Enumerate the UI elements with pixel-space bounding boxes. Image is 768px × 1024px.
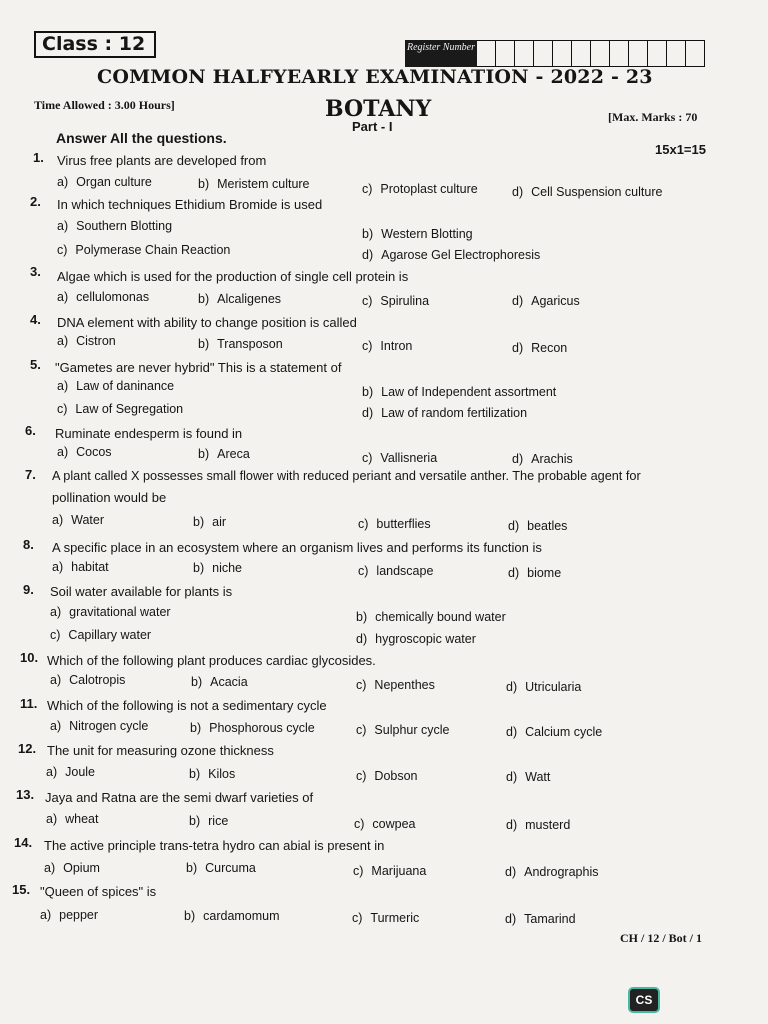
option-c: c) cowpea (354, 817, 416, 831)
option-a: a) Opium (44, 861, 100, 875)
question-number: 5. (30, 357, 41, 372)
question-text: Jaya and Ratna are the semi dwarf varieties of (45, 790, 314, 805)
option-a: a) pepper (40, 908, 99, 922)
option-a: a) Joule (46, 765, 96, 779)
option-b: b) cardamomum (184, 909, 280, 923)
option-b: b) Areca (198, 447, 250, 461)
option-c: c) landscape (358, 564, 434, 578)
question-number: 9. (23, 582, 34, 597)
question-number: 11. (20, 696, 38, 711)
option-d: d) Calcium cycle (506, 725, 603, 739)
option-b: b) Western Blotting (362, 227, 473, 241)
register-digit-cell[interactable] (572, 40, 591, 67)
option-b: b) Law of Independent assortment (362, 385, 557, 399)
option-d: d) Agarose Gel Electrophoresis (362, 248, 541, 262)
option-d: d) Cell Suspension culture (512, 185, 663, 199)
option-a: a) Cistron (57, 334, 116, 348)
marks-split: 15x1=15 (655, 142, 706, 157)
option-b: b) Transposon (198, 337, 283, 351)
question-text: Ruminate endesperm is found in (55, 426, 243, 441)
option-c: c) Capillary water (50, 628, 152, 642)
option-c: c) Intron (362, 339, 413, 353)
register-digit-cell[interactable] (591, 40, 610, 67)
option-b: b) Acacia (191, 675, 248, 689)
question-text: The active principle trans-tetra hydro can abial is present in (44, 838, 385, 853)
option-d: d) Andrographis (505, 865, 599, 879)
option-d: d) Law of random fertilization (362, 406, 528, 420)
camscanner-badge-icon: CS (628, 987, 660, 1013)
class-label: Class : 12 (34, 31, 156, 58)
exam-title: COMMON HALFYEARLY EXAMINATION - 2022 - 23 (97, 66, 653, 88)
option-a: a) Calotropis (50, 673, 126, 687)
option-a: a) cellulomonas (57, 290, 150, 304)
option-c: c) Marijuana (353, 864, 427, 878)
option-a: a) Law of daninance (57, 379, 175, 393)
option-a: a) Water (52, 513, 104, 527)
option-c: c) butterflies (358, 517, 431, 531)
question-number: 4. (30, 312, 41, 327)
question-number: 3. (30, 264, 41, 279)
option-c: c) Law of Segregation (57, 402, 184, 416)
option-d: d) Recon (512, 341, 568, 355)
option-c: c) Sulphur cycle (356, 723, 450, 737)
option-d: d) biome (508, 566, 562, 580)
part-label: Part - I (352, 119, 393, 134)
question-number: 2. (30, 194, 41, 209)
option-d: d) Watt (506, 770, 551, 784)
option-d: d) beatles (508, 519, 568, 533)
question-text: Virus free plants are developed from (57, 153, 267, 168)
option-d: d) Agaricus (512, 294, 580, 308)
question-text: Which of the following plant produces cardiac glycosides. (47, 653, 376, 668)
option-b: b) air (193, 515, 227, 529)
option-c: c) Vallisneria (362, 451, 438, 465)
question-text: In which techniques Ethidium Bromide is used (57, 197, 323, 212)
question-text: DNA element with ability to change position is called (57, 315, 357, 330)
option-b: b) rice (189, 814, 229, 828)
option-a: a) Organ culture (57, 175, 152, 189)
question-number: 14. (14, 835, 33, 850)
option-b: b) niche (193, 561, 243, 575)
option-c: c) Polymerase Chain Reaction (57, 243, 231, 257)
question-text: A specific place in an ecosystem where an organism lives and performs its function is (52, 540, 542, 555)
question-number: 1. (33, 150, 44, 165)
question-text: The unit for measuring ozone thickness (47, 743, 274, 758)
register-digit-cell[interactable] (667, 40, 686, 67)
question-text: Algae which is used for the production of single cell protein is (57, 269, 409, 284)
option-d: d) Utricularia (506, 680, 582, 694)
register-number-label: Register Number (405, 40, 477, 67)
option-d: d) hygroscopic water (356, 632, 476, 646)
option-a: a) Nitrogen cycle (50, 719, 149, 733)
option-c: c) Nepenthes (356, 678, 435, 692)
register-digit-cell[interactable] (477, 40, 496, 67)
option-a: a) gravitational water (50, 605, 171, 619)
instructions: Answer All the questions. (56, 130, 227, 146)
option-b: b) Alcaligenes (198, 292, 282, 306)
time-allowed: Time Allowed : 3.00 Hours] (34, 98, 175, 112)
option-b: b) chemically bound water (356, 610, 506, 624)
question-text-cont: pollination would be (52, 490, 167, 505)
register-digit-cell[interactable] (496, 40, 515, 67)
option-c: c) Turmeric (352, 911, 420, 925)
register-digit-cell[interactable] (686, 40, 705, 67)
register-digit-cell[interactable] (629, 40, 648, 67)
question-number: 13. (16, 787, 35, 802)
option-b: b) Phosphorous cycle (190, 721, 315, 735)
question-text: "Queen of spices" is (40, 884, 157, 899)
option-b: b) Kilos (189, 767, 236, 781)
register-number-box (405, 40, 705, 67)
option-a: a) wheat (46, 812, 99, 826)
question-text: A plant called X possesses small flower with reduced periant and versatile anther. The probable agent for (52, 469, 641, 483)
option-c: c) Spirulina (362, 294, 430, 308)
option-b: b) Curcuma (186, 861, 256, 875)
question-number: 12. (18, 741, 37, 756)
question-number: 10. (20, 650, 39, 665)
register-digit-cell[interactable] (610, 40, 629, 67)
question-number: 6. (25, 423, 36, 438)
question-text: "Gametes are never hybrid" This is a statement of (55, 360, 342, 375)
option-a: a) Cocos (57, 445, 112, 459)
option-a: a) Southern Blotting (57, 219, 173, 233)
register-digit-cell[interactable] (515, 40, 534, 67)
subject-title: BOTANY (325, 96, 432, 122)
option-c: c) Dobson (356, 769, 418, 783)
question-number: 8. (23, 537, 34, 552)
option-d: d) Arachis (512, 452, 573, 466)
option-d: d) musterd (506, 818, 571, 832)
question-number: 7. (25, 467, 36, 482)
register-digit-cell[interactable] (553, 40, 572, 67)
question-text: Which of the following is not a sedimentary cycle (47, 698, 327, 713)
register-digit-cell[interactable] (648, 40, 667, 67)
option-d: d) Tamarind (505, 912, 576, 926)
question-number: 15. (12, 882, 31, 897)
paper-code: CH / 12 / Bot / 1 (620, 931, 703, 945)
max-marks: [Max. Marks : 70 (608, 110, 698, 124)
option-a: a) habitat (52, 560, 109, 574)
option-c: c) Protoplast culture (362, 182, 478, 196)
register-digit-cell[interactable] (534, 40, 553, 67)
question-text: Soil water available for plants is (50, 584, 233, 599)
option-b: b) Meristem culture (198, 177, 310, 191)
